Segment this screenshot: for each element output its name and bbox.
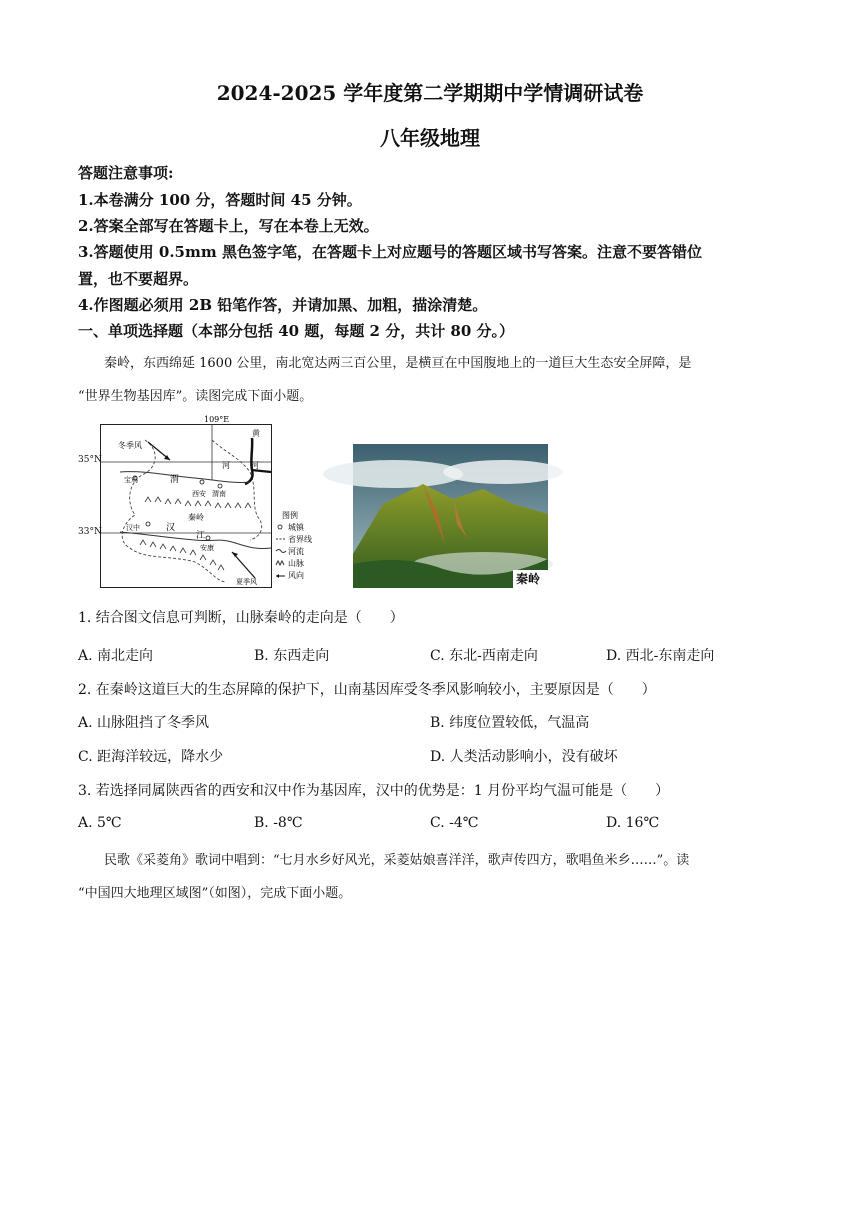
q2-option-a[interactable]: A. 山脉阻挡了冬季风 [78,715,210,731]
notice-item-4: 4.作图题必须用 2B 铅笔作答，并请加黑、加粗，描涂清楚。 [78,296,488,314]
label-xian: 西安 [192,490,206,498]
label-ankang: 安康 [200,544,214,552]
notice-item-1: 1.本卷满分 100 分，答题时间 45 分钟。 [78,191,362,209]
photo-label: 秦岭 [516,572,541,586]
label-wei: 渭 [170,475,180,485]
legend-town: 城镇 [288,523,304,532]
label-hanzhong: 汉中 [126,524,140,532]
label-jiang: 江 [196,531,206,541]
q3-option-b[interactable]: B. -8℃ [254,815,303,831]
question-2-stem: 2. 在秦岭这道巨大的生态屏障的保护下，山南基因库受冬季风影响较小，主要原因是（ ） [78,682,656,698]
label-huang: 黄 [252,429,260,438]
label-he-2: 河 [251,461,259,470]
legend-boundary: 省界线 [288,535,312,544]
passage2-line-1: 民歌《采菱角》歌词中唱到：“七月水乡好风光，采菱姑娘喜洋洋，歌声传四方，歌唱鱼米乡……”。读 [104,853,690,868]
label-35n: 35°N [78,455,102,465]
question-1-stem: 1. 结合图文信息可判断，山脉秦岭的走向是（ ） [78,610,404,626]
q1-option-c[interactable]: C. 东北-西南走向 [430,648,538,664]
yellow-river-east [252,470,271,472]
qinling-photo-image [353,444,548,588]
town-markers [133,476,222,540]
passage2-line-2: “中国四大地理区域图”（如图），完成下面小题。 [78,886,352,901]
notice-item-3: 3.答题使用 0.5mm 黑色签字笔，在答题卡上对应题号的答题区域书写答案。注意不要答错位 [78,243,702,261]
label-qinling: 秦岭 [188,513,204,522]
legend-title: 图例 [282,511,298,520]
q3-option-a[interactable]: A. 5℃ [78,815,122,831]
qinling-photo [353,444,548,588]
legend-wind: 风向 [288,571,304,580]
label-109e: 109°E [204,415,230,424]
passage-line-2: “世界生物基因库”。读图完成下面小题。 [78,389,313,404]
label-baoji: 宝鸡 [124,476,138,484]
q2-option-d[interactable]: D. 人类活动影响小，没有破坏 [430,749,618,765]
q2-option-b[interactable]: B. 纬度位置较低，气温高 [430,715,590,731]
question-3-stem: 3. 若选择同属陕西省的西安和汉中作为基因库，汉中的优势是：1 月份平均气温可能是（ ） [78,783,670,799]
passage-line-1: 秦岭，东西绵延 1600 公里，南北宽达两三百公里，是横亘在中国腹地上的一道巨大生态安全屏障，是 [104,356,692,371]
q2-option-c[interactable]: C. 距海洋较远，降水少 [78,749,224,765]
label-weinan: 渭南 [212,490,226,498]
label-summer-wind: 夏季风 [236,578,257,586]
label-33n: 33°N [78,527,102,537]
section-heading: 一、单项选择题（本部分包括 40 题，每题 2 分，共计 80 分。） [78,322,515,340]
province-boundary [122,440,225,582]
exam-title: 2024-2025 学年度第二学期期中学情调研试卷 [216,81,644,105]
legend-mountain: 山脉 [288,559,304,568]
qinling-map [100,415,372,588]
notice-item-3-cont: 置，也不要超界。 [78,270,199,288]
label-han: 汉 [166,523,176,533]
q3-option-d[interactable]: D. 16℃ [606,815,660,831]
notice-heading: 答题注意事项: [78,164,174,182]
legend-river: 河流 [288,547,304,556]
label-winter-wind: 冬季风 [118,441,142,450]
q1-option-a[interactable]: A. 南北走向 [78,648,154,664]
q3-option-c[interactable]: C. -4℃ [430,815,479,831]
notice-item-2: 2.答案全部写在答题卡上，写在本卷上无效。 [78,217,379,235]
label-he-1: 河 [222,461,230,470]
q1-option-b[interactable]: B. 东西走向 [254,648,330,664]
exam-subtitle: 八年级地理 [380,126,480,150]
q1-option-d[interactable]: D. 西北-东南走向 [606,648,715,664]
